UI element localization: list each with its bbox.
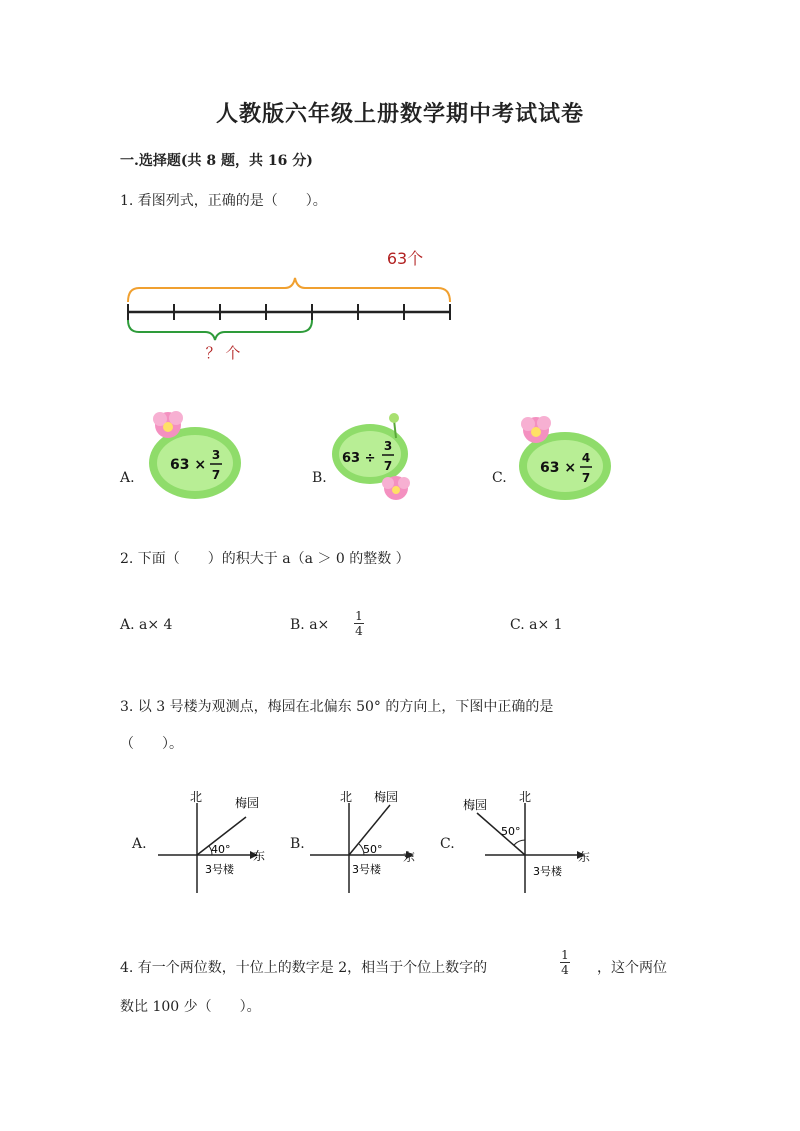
svg-text:梅园: 梅园 [374, 790, 399, 804]
svg-text:63 ×: 63 × [540, 460, 577, 476]
question-4-text-c: 数比 100 少（ ）。 [120, 999, 261, 1015]
q1-option-a-pad[interactable] [140, 405, 245, 505]
svg-text:63 ÷: 63 ÷ [342, 451, 376, 466]
total-brace [128, 278, 450, 302]
q1-option-b-pad[interactable] [328, 410, 423, 505]
svg-text:7: 7 [211, 468, 221, 482]
question-3-text: 3. 以 3 号楼为观测点，梅园在北偏东 50° 的方向上，下图中正确的是 [120, 699, 554, 715]
svg-text:4: 4 [581, 451, 591, 465]
svg-text:3号楼: 3号楼 [205, 863, 234, 876]
q1-option-c-letter: C. [492, 470, 507, 486]
svg-text:北: 北 [190, 790, 203, 804]
svg-text:7: 7 [383, 459, 393, 473]
page-title: 人教版六年级上册数学期中考试试卷 [215, 101, 584, 127]
part-label: ？ 个 [205, 344, 241, 362]
q2-option-c[interactable]: C. a× 1 [510, 617, 563, 633]
svg-text:3号楼: 3号楼 [533, 865, 562, 878]
section-heading: 一.选择题(共 8 题，共 16 分) [120, 153, 313, 169]
svg-text:3: 3 [383, 439, 393, 453]
svg-text:50°: 50° [363, 843, 383, 856]
q2-option-b[interactable]: B. a× [290, 617, 330, 633]
svg-text:北: 北 [340, 790, 353, 804]
question-4-text-b: ，这个两位 [597, 960, 667, 976]
q3-option-c-compass[interactable] [455, 785, 595, 895]
q3-option-c-letter: C. [440, 836, 455, 852]
q3-option-c-east: 东 [578, 850, 591, 864]
part-brace [128, 320, 312, 340]
q3-option-a-compass[interactable] [150, 785, 275, 895]
q3-option-b-compass[interactable] [300, 785, 420, 895]
question-3-text-2: （ ）。 [120, 736, 183, 752]
q1-option-b-letter: B. [312, 470, 327, 486]
svg-text:东: 东 [253, 849, 266, 863]
question-1-text: 1. 看图列式，正确的是（ ）。 [120, 193, 327, 209]
lotus-icon [382, 476, 410, 500]
svg-text:40°: 40° [211, 843, 231, 856]
svg-text:3: 3 [211, 448, 221, 462]
question-4-text: 4. 有一个两位数，十位上的数字是 2，相当于个位上数字的 [120, 960, 488, 976]
q3-option-b-east: 东 [403, 850, 416, 864]
total-label: 63个 [386, 249, 424, 268]
q3-option-b-letter: B. [290, 836, 305, 852]
svg-text:7: 7 [581, 471, 591, 485]
q1-option-a-letter: A. [120, 470, 135, 486]
svg-text:梅园: 梅园 [235, 796, 260, 810]
q2-option-b-fraction: 1 4 [355, 609, 363, 638]
segment-diagram [115, 240, 475, 370]
svg-text:北: 北 [519, 790, 532, 804]
svg-text:63 ×: 63 × [170, 457, 207, 473]
q1-option-c-pad[interactable] [510, 410, 615, 505]
svg-text:3号楼: 3号楼 [352, 863, 381, 876]
q3-option-a-letter: A. [132, 836, 147, 852]
q2-option-a[interactable]: A. a× 4 [120, 617, 173, 633]
svg-text:50°: 50° [501, 825, 521, 838]
svg-text:梅园: 梅园 [463, 798, 488, 812]
question-4-fraction: 1 4 [561, 948, 569, 977]
question-2-text: 2. 下面（ ）的积大于 a（a ＞ 0 的整数 ） [120, 551, 410, 567]
